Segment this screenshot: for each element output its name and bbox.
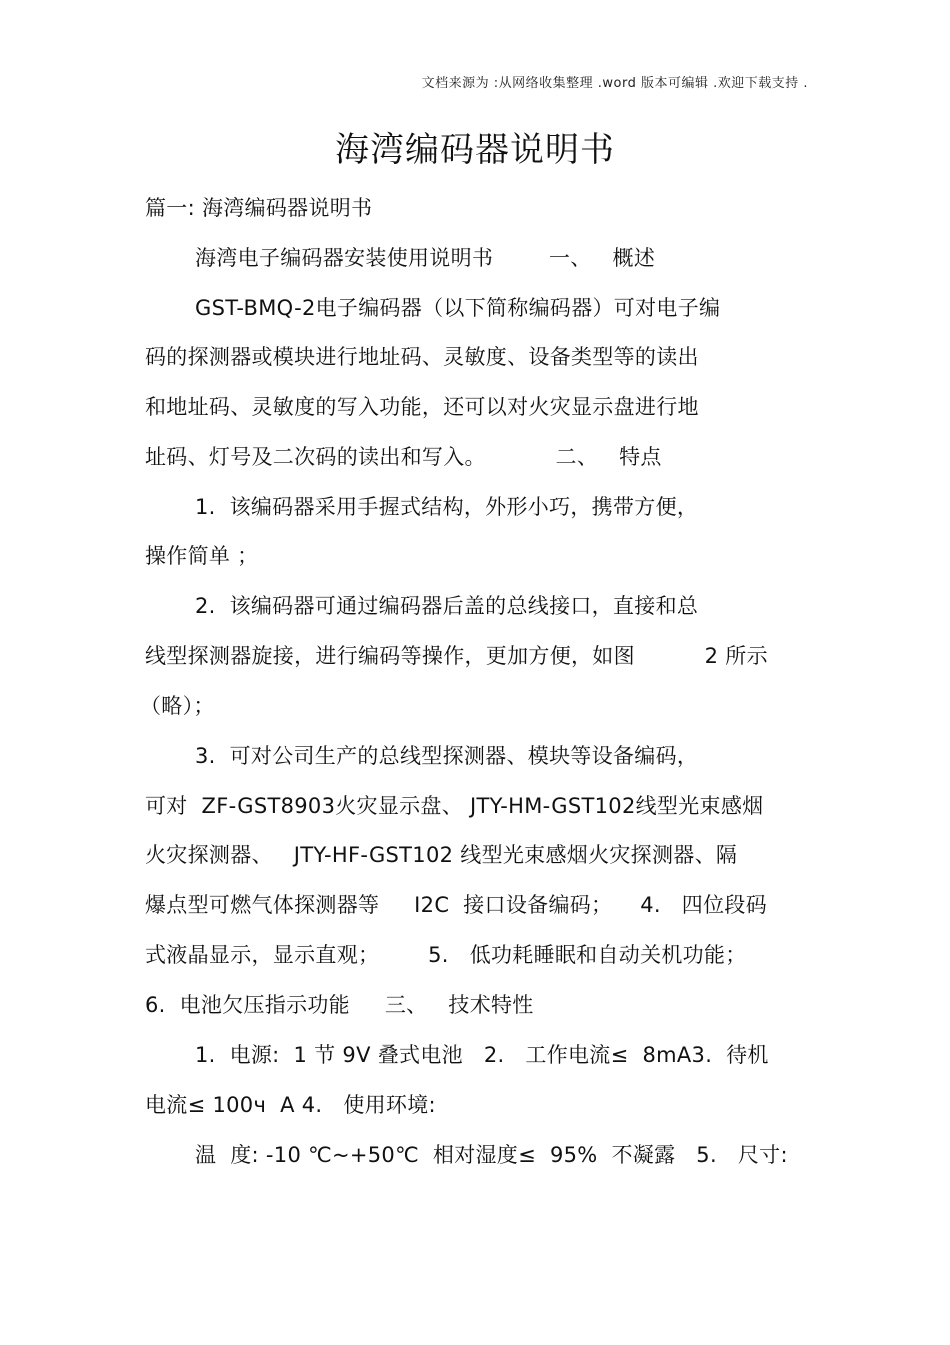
section-heading: 篇一: 海湾编码器说明书 <box>145 196 373 220</box>
spec-line: 温 度: -10 ℃~+50℃ 相对湿度≤ 95% 不凝露 5. 尺寸: <box>195 1143 788 1167</box>
feature-line: （略）； <box>140 694 215 718</box>
document-title: 海湾编码器说明书 <box>335 130 615 170</box>
paragraph-line: 和地址码、灵敏度的写入功能，还可以对火灾显示盘进行地 <box>145 395 699 419</box>
paragraph-line: 址码、灯号及二次码的读出和写入。 二、 特点 <box>145 445 662 469</box>
paragraph-line: GST-BMQ-2电子编码器（以下简称编码器）可对电子编 <box>195 296 721 320</box>
feature-line: 6. 电池欠压指示功能 三、 技术特性 <box>145 993 534 1017</box>
spec-line: 电流≤ 100ч A 4. 使用环境: <box>145 1093 436 1117</box>
feature-line: 式液晶显示，显示直观； 5. 低功耗睡眠和自动关机功能； <box>145 943 747 967</box>
feature-line: 操作简单 ； <box>145 544 259 568</box>
feature-line: 可对 ZF-GST8903火灾显示盘、 JTY-HM-GST102线型光束感烟 <box>145 794 764 818</box>
paragraph-line: 码的探测器或模块进行地址码、灵敏度、设备类型等的读出 <box>145 345 699 369</box>
feature-line: 线型探测器旋接，进行编码等操作，更加方便，如图 2 所示 <box>145 644 768 668</box>
feature-line: 1. 该编码器采用手握式结构，外形小巧，携带方便， <box>195 495 699 519</box>
feature-line: 2. 该编码器可通过编码器后盖的总线接口，直接和总 <box>195 594 699 618</box>
feature-line: 爆点型可燃气体探测器等 I2C 接口设备编码； 4. 四位段码 <box>145 893 768 917</box>
paragraph-line: 海湾电子编码器安装使用说明书 一、 概述 <box>195 246 656 270</box>
spec-line: 1. 电源: 1 节 9V 叠式电池 2. 工作电流≤ 8mA3. 待机 <box>195 1043 769 1067</box>
feature-line: 3. 可对公司生产的总线型探测器、模块等设备编码， <box>195 744 699 768</box>
header-source-note: 文档来源为 :从网络收集整理 .word 版本可编辑 .欢迎下载支持 . <box>421 76 808 91</box>
feature-line: 火灾探测器、 JTY-HF-GST102 线型光束感烟火灾探测器、隔 <box>145 843 738 867</box>
